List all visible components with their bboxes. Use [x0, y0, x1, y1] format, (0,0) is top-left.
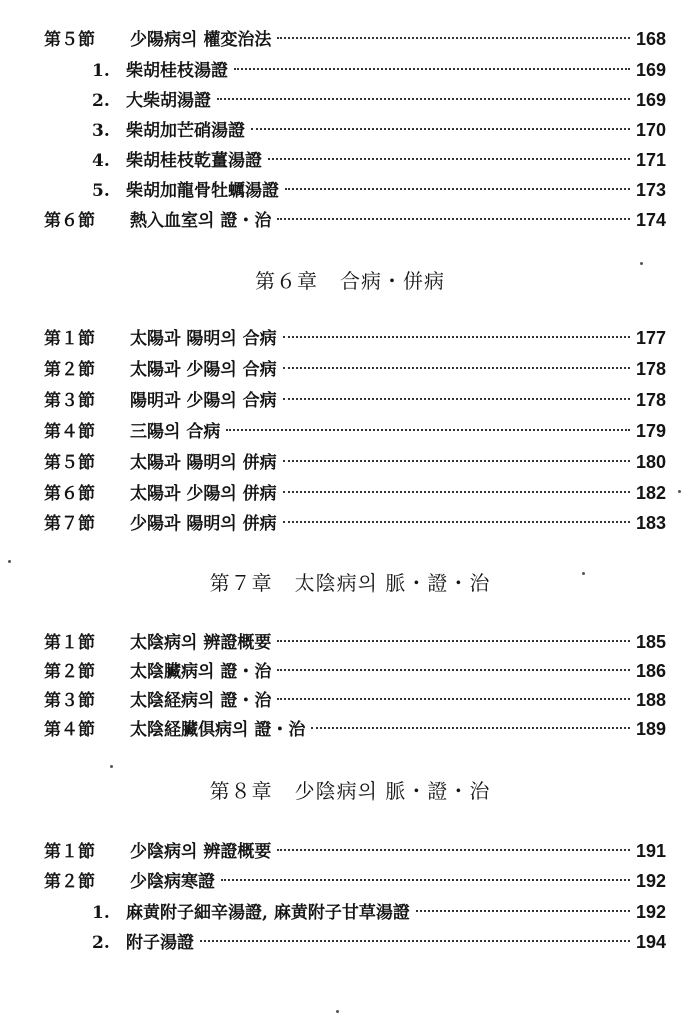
scan-speck — [8, 560, 11, 563]
chapter-number: 第６章 — [255, 269, 318, 293]
section-number: 第１節 — [44, 633, 95, 653]
dot-leader — [283, 336, 630, 338]
toc-entry — [44, 689, 666, 712]
dot-leader — [200, 940, 630, 942]
toc-entry — [44, 451, 666, 474]
chapter-number: 第７章 — [209, 571, 273, 595]
page-number: 182 — [635, 483, 666, 503]
page-number: 186 — [635, 661, 666, 681]
toc-entry — [44, 358, 666, 381]
item-number: 2. — [92, 933, 110, 953]
entry-title: 少陰病의 辨證概要 — [130, 842, 272, 862]
dot-leader — [283, 398, 630, 400]
toc-entry — [44, 718, 666, 741]
item-number: 5. — [92, 181, 110, 201]
dot-leader — [283, 521, 630, 523]
entry-title: 柴胡桂枝湯證 — [126, 61, 228, 81]
entry-title: 麻黄附子細辛湯證, 麻黄附子甘草湯證 — [126, 903, 410, 923]
toc-entry — [44, 631, 666, 654]
entry-title: 太陰臟病의 證・治 — [130, 662, 272, 682]
scan-speck — [678, 490, 681, 493]
entry-title: 柴胡桂枝乾薑湯證 — [126, 151, 262, 171]
page-number: 174 — [635, 210, 666, 230]
toc-entry — [92, 179, 666, 202]
entry-title: 熱入血室의 證・治 — [130, 211, 272, 231]
dot-leader — [416, 910, 630, 912]
section-number: 第３節 — [44, 391, 95, 411]
toc-entry — [92, 901, 666, 924]
dot-leader — [251, 128, 630, 130]
toc-entry — [44, 420, 666, 443]
dot-leader — [221, 879, 630, 881]
dot-leader — [277, 37, 630, 39]
page-number: 192 — [635, 871, 666, 891]
section-number: 第６節 — [44, 211, 95, 231]
section-number: 第３節 — [44, 691, 95, 711]
page-number: 194 — [635, 932, 666, 952]
entry-title: 太陽과 陽明의 併病 — [130, 453, 277, 473]
toc-entry — [92, 931, 666, 954]
toc-entry — [44, 482, 666, 505]
entry-title: 少陽과 陽明의 併病 — [130, 514, 277, 534]
dot-leader — [285, 188, 630, 190]
page-number: 183 — [635, 513, 666, 533]
section-number: 第５節 — [44, 453, 95, 473]
chapter-heading — [0, 778, 700, 804]
dot-leader — [277, 218, 630, 220]
toc-entry — [92, 89, 666, 112]
item-number: 1. — [92, 61, 110, 81]
toc-entry — [44, 209, 666, 232]
section-number: 第１節 — [44, 842, 95, 862]
toc-entry — [44, 870, 666, 893]
toc-entry — [44, 28, 666, 51]
page-number: 173 — [635, 180, 666, 200]
dot-leader — [283, 460, 630, 462]
scan-speck — [640, 262, 643, 265]
page-number: 178 — [635, 390, 666, 410]
dot-leader — [234, 68, 630, 70]
chapter-title: 合病・併病 — [340, 269, 445, 293]
toc-entry — [44, 840, 666, 863]
entry-title: 三陽의 合病 — [130, 422, 221, 442]
section-number: 第４節 — [44, 422, 95, 442]
scan-speck — [582, 572, 585, 575]
toc-entry — [44, 660, 666, 683]
section-number: 第２節 — [44, 360, 95, 380]
toc-entry — [44, 512, 666, 535]
chapter-title: 少陰病의 脈・證・治 — [294, 779, 491, 803]
dot-leader — [277, 698, 630, 700]
section-number: 第６節 — [44, 484, 95, 504]
entry-title: 太陰経臟倶病의 證・治 — [130, 720, 306, 740]
entry-title: 陽明과 少陽의 合病 — [130, 391, 277, 411]
entry-title: 柴胡加芒硝湯證 — [126, 121, 245, 141]
page-number: 169 — [635, 60, 666, 80]
item-number: 2. — [92, 91, 110, 111]
dot-leader — [283, 367, 630, 369]
entry-title: 少陽病의 權変治法 — [130, 30, 272, 50]
section-number: 第７節 — [44, 514, 95, 534]
entry-title: 附子湯證 — [126, 933, 194, 953]
dot-leader — [277, 669, 630, 671]
section-number: 第１節 — [44, 329, 95, 349]
entry-title: 太陽과 少陽의 併病 — [130, 484, 277, 504]
dot-leader — [268, 158, 630, 160]
scan-speck — [336, 1010, 339, 1013]
page-number: 170 — [635, 120, 666, 140]
toc-entry — [44, 327, 666, 350]
dot-leader — [217, 98, 630, 100]
page-number: 179 — [635, 421, 666, 441]
page-number: 192 — [635, 902, 666, 922]
page-number: 169 — [635, 90, 666, 110]
chapter-number: 第８章 — [209, 779, 273, 803]
scan-speck — [110, 765, 113, 768]
entry-title: 太陰経病의 證・治 — [130, 691, 272, 711]
dot-leader — [226, 429, 630, 431]
entry-title: 柴胡加龍骨牡蠣湯證 — [126, 181, 279, 201]
toc-entry — [92, 149, 666, 172]
dot-leader — [277, 849, 630, 851]
page-number: 185 — [635, 632, 666, 652]
page-number: 178 — [635, 359, 666, 379]
section-number: 第５節 — [44, 30, 95, 50]
entry-title: 太陽과 陽明의 合病 — [130, 329, 277, 349]
page-number: 188 — [635, 690, 666, 710]
item-number: 1. — [92, 903, 110, 923]
toc-entry — [92, 59, 666, 82]
section-number: 第２節 — [44, 662, 95, 682]
page-number: 168 — [635, 29, 666, 49]
page-number: 191 — [635, 841, 666, 861]
chapter-heading — [0, 570, 700, 596]
page-number: 171 — [635, 150, 666, 170]
page-number: 180 — [635, 452, 666, 472]
dot-leader — [311, 727, 630, 729]
page-number: 177 — [635, 328, 666, 348]
chapter-heading — [0, 268, 700, 294]
entry-title: 大柴胡湯證 — [126, 91, 211, 111]
toc-entry — [44, 389, 666, 412]
item-number: 4. — [92, 151, 110, 171]
entry-title: 太陰病의 辨證概要 — [130, 633, 272, 653]
dot-leader — [277, 640, 630, 642]
page-number: 189 — [635, 719, 666, 739]
section-number: 第２節 — [44, 872, 95, 892]
toc-entry — [92, 119, 666, 142]
chapter-title: 太陰病의 脈・證・治 — [294, 571, 491, 595]
entry-title: 太陽과 少陽의 合病 — [130, 360, 277, 380]
section-number: 第４節 — [44, 720, 95, 740]
item-number: 3. — [92, 121, 110, 141]
dot-leader — [283, 491, 630, 493]
entry-title: 少陰病寒證 — [130, 872, 215, 892]
